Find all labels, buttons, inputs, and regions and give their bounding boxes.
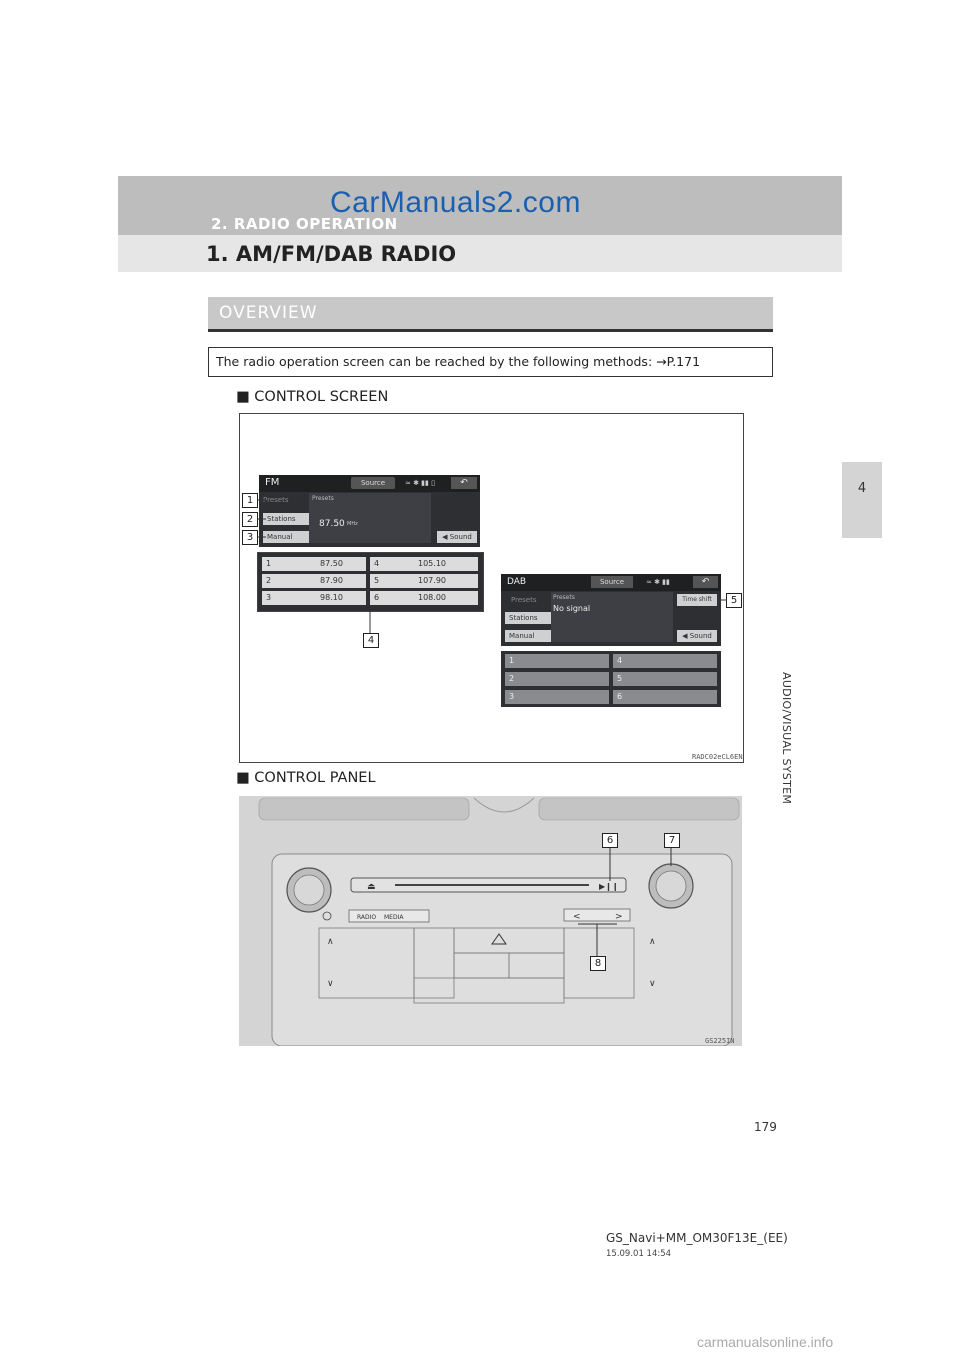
dab-time-shift-button[interactable]: Time shift <box>677 594 717 606</box>
svg-text:>: > <box>615 912 623 922</box>
callout-5: 5 <box>726 593 742 608</box>
status-icons: ≈ ✱ ▮▮ ▯ <box>405 479 435 487</box>
control-screen-caption: RADC02eCL6EN <box>692 753 743 761</box>
dab-menu-presets[interactable]: Presets <box>511 596 537 604</box>
fm-area-label: Presets <box>312 495 334 502</box>
chapter-tab <box>842 462 882 538</box>
svg-text:▶❙❙: ▶❙❙ <box>599 882 619 891</box>
dab-menu-stations[interactable]: Stations <box>505 612 551 624</box>
control-screen-heading: ■ CONTROL SCREEN <box>236 389 389 405</box>
fm-preset-6[interactable]: 6 108.00 <box>370 591 478 605</box>
svg-text:∧: ∧ <box>649 937 656 947</box>
dab-sound-label: Sound <box>689 632 712 640</box>
dab-preset-6[interactable]: 6 <box>613 690 717 704</box>
callout-4: 4 <box>363 633 379 648</box>
overview-heading: OVERVIEW <box>219 303 318 323</box>
section-label: 2. RADIO OPERATION <box>211 215 398 233</box>
callout-3: 3 <box>242 530 258 545</box>
callout-2: 2 <box>242 512 258 527</box>
svg-text:MEDIA: MEDIA <box>384 914 404 921</box>
back-icon[interactable]: ↶ <box>451 477 477 489</box>
dab-area-label: Presets <box>553 594 575 601</box>
dab-status-icons: ≈ ✱ ▮▮ <box>646 578 670 586</box>
svg-text:RADIO: RADIO <box>357 914 377 921</box>
fm-preset-2[interactable]: 2 87.90 <box>262 574 366 588</box>
fm-source-name: FM <box>265 477 280 488</box>
chapter-side-label: AUDIO/VISUAL SYSTEM <box>780 672 793 805</box>
fm-preset-1[interactable]: 1 87.50 <box>262 557 366 571</box>
note-text: The radio operation screen can be reached by the following methods: →P.171 <box>216 354 701 369</box>
fm-preset-4[interactable]: 4 105.10 <box>370 557 478 571</box>
watermark-bottom[interactable]: carmanualsonline.info <box>697 1334 834 1350</box>
chapter-tab-number: 4 <box>857 481 867 496</box>
dab-preset-3[interactable]: 3 <box>505 690 609 704</box>
dab-speaker-icon: ◀ <box>682 632 688 640</box>
svg-text:∨: ∨ <box>649 979 656 989</box>
page-number: 179 <box>754 1120 777 1134</box>
page-title: 1. AM/FM/DAB RADIO <box>206 242 457 266</box>
fm-preset-3[interactable]: 3 98.10 <box>262 591 366 605</box>
fm-preset-5[interactable]: 5 107.90 <box>370 574 478 588</box>
svg-text:∧: ∧ <box>327 937 334 947</box>
dab-preset-1[interactable]: 1 <box>505 654 609 668</box>
fm-menu-manual[interactable]: Manual <box>263 531 309 543</box>
callout-leaders <box>240 414 743 762</box>
footer-doc-id: GS_Navi+MM_OM30F13E_(EE) <box>606 1231 788 1245</box>
control-screen-figure <box>239 413 744 763</box>
control-panel-caption: GS225IN <box>705 1037 735 1045</box>
callout-7: 7 <box>664 833 680 848</box>
fm-source-button[interactable]: Source <box>351 477 395 489</box>
dab-source-name: DAB <box>507 577 527 587</box>
svg-text:∨: ∨ <box>327 979 334 989</box>
radio-button-label[interactable] <box>357 914 376 921</box>
callout-8: 8 <box>590 956 606 971</box>
fm-menu-presets[interactable]: Presets <box>263 496 289 504</box>
fm-menu-stations[interactable]: Stations <box>263 513 309 525</box>
dab-back-icon[interactable]: ↶ <box>693 576 718 588</box>
watermark-top[interactable]: CarManuals2.com <box>330 186 581 219</box>
svg-text:<: < <box>573 912 581 922</box>
dab-preset-4[interactable]: 4 <box>613 654 717 668</box>
dab-source-button[interactable]: Source <box>591 576 633 588</box>
speaker-icon: ◀ <box>442 533 448 541</box>
control-panel-figure <box>239 796 742 1046</box>
fm-sound-label: Sound <box>449 533 472 541</box>
footer-date: 15.09.01 14:54 <box>606 1249 672 1259</box>
fm-frequency: 87.50 <box>319 519 345 529</box>
dab-preset-2[interactable]: 2 <box>505 672 609 686</box>
callout-1: 1 <box>242 493 258 508</box>
svg-text:⏏: ⏏ <box>367 882 376 892</box>
dab-preset-5[interactable]: 5 <box>613 672 717 686</box>
dab-menu-manual[interactable]: Manual <box>505 630 551 642</box>
overview-rule <box>208 329 773 332</box>
fm-unit: MHz <box>347 521 358 527</box>
callout-6: 6 <box>602 833 618 848</box>
dab-status-text: No signal <box>553 604 591 613</box>
control-panel-heading: ■ CONTROL PANEL <box>236 770 376 786</box>
media-button-label[interactable] <box>384 914 403 921</box>
